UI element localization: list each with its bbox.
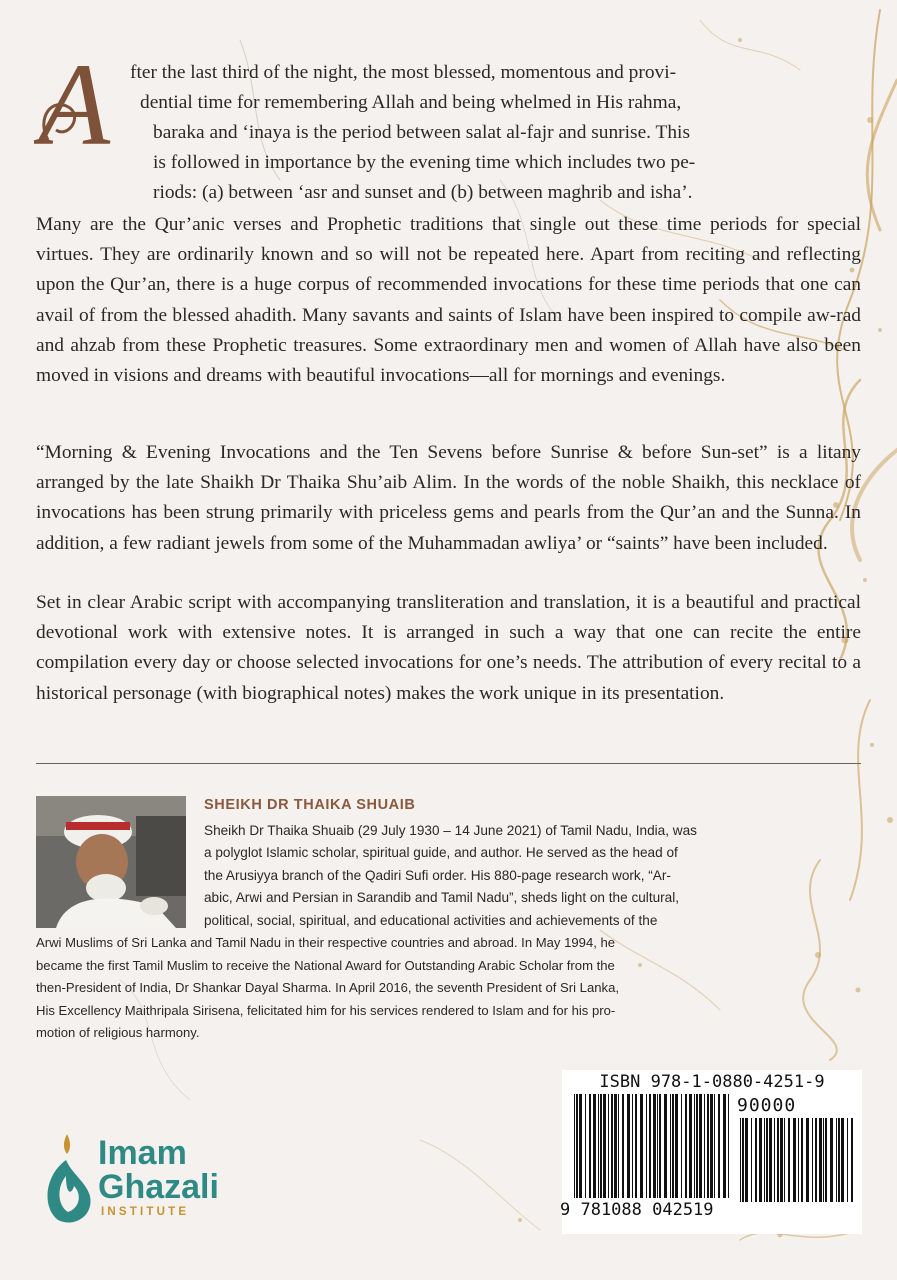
barcode-bar [755,1118,757,1202]
barcode-bar [745,1118,748,1202]
bio-line-6: Arwi Muslims of Sri Lanka and Tamil Nadu in their respective countries and abroad. In May 1994, he [36,935,616,950]
barcode-bar [672,1094,674,1198]
barcode-bar [838,1118,840,1202]
barcode-bar [593,1094,596,1198]
barcode-bar [766,1118,768,1202]
barcode-bar [710,1094,713,1198]
barcode-bar [632,1094,633,1198]
bio-line-5: political, social, spiritual, and educational activities and achievements of the [204,913,658,928]
bio-line-9: His Excellency Maithripala Sirisena, felicitated him for his services rendered to Islam and for his pro- [36,1003,616,1018]
bio-line-1: Sheikh Dr Thaika Shuaib (29 July 1930 – 14 June 2021) of Tamil Nadu, India, was [204,823,697,838]
barcode-bar [784,1118,785,1202]
barcode-bars [572,1094,732,1204]
barcode-bar [801,1118,803,1202]
barcode-bar [576,1094,578,1198]
barcode-bar [728,1094,729,1198]
bio-line-3: the Arusiyya branch of the Qadiri Sufi order. His 880-page research work, “Ar- [204,868,671,883]
barcode-bar [742,1118,744,1202]
barcode-bar [685,1094,687,1198]
bio-line-7: became the first Tamil Muslim to receive the National Award for Outstanding Arabic Scholar from the [36,958,615,973]
barcode-bar [718,1094,720,1198]
intro-line-4: is followed in importance by the evening time which includes two pe- [153,152,696,173]
barcode-bar [806,1118,809,1202]
barcode-bar [585,1094,586,1198]
intro-line-3: baraka and ‘inaya is the period between salat al-fajr and sunrise. This [153,122,690,143]
barcode-bar [670,1094,671,1198]
barcode-bar [611,1094,613,1198]
barcode-bar [751,1118,752,1202]
barcode-bar [618,1094,619,1198]
barcode-bar [851,1118,853,1202]
barcode-bar [812,1118,813,1202]
barcode-bar [774,1118,775,1202]
barcode-bar [649,1094,651,1198]
barcode-bar [788,1118,790,1202]
publisher-name-line2: Ghazali [98,1168,219,1206]
intro-line-5: riods: (a) between ‘asr and sunset and (b) between maghrib and isha’. [153,182,693,203]
barcode-bar [664,1094,667,1198]
author-photo [36,796,186,928]
barcode-bar [646,1094,647,1198]
intro-line-2: dential time for remembering Allah and being whelmed in His rahma, [140,92,682,113]
barcode-bar [819,1118,822,1202]
barcode-bar [847,1118,848,1202]
barcode-bar [780,1118,783,1202]
barcode-bar [740,1118,741,1202]
barcode-bar [622,1094,624,1198]
barcode-bar [699,1094,702,1198]
bio-line-4: abic, Arwi and Persian in Sarandib and Tamil Nadu”, sheds light on the cultural, [204,890,680,905]
barcode-bar [793,1118,796,1202]
section-divider [36,763,861,764]
barcode-bar [600,1094,602,1198]
paragraph-3: Set in clear Arabic script with accompanying transliteration and translation, it is a beautiful and practical devotional work with extensive notes. It is arranged in such a way that one can recite the entire compilation every day or choose selected invocations for one’s needs. The attribution of every recital to a historical personage (with biographical notes) makes the work unique in its presentation. [36,592,861,704]
barcode-bar [689,1094,692,1198]
publisher-name-line3: INSTITUTE [101,1206,190,1218]
paragraph-1: Many are the Qur’anic verses and Prophetic traditions that single out these time periods for special virtues. They are ordinarily known and so will not be repeated here. Apart from reciting and reflecting upon the Qur’an, there is a huge corpus of recommended invocations for these time periods that one can avail of from the blessed ahadith. Many savants and saints of Islam have been inspired to compile aw-rad and ahzab from these Prophetic treasures. Some extraordinary men and women of Allah have also been moved in visions and dreams with beautiful invocations—all for mornings and evenings. [36,214,861,387]
barcode-bar [598,1094,599,1198]
bio-line-2: a polyglot Islamic scholar, spiritual guide, and author. He served as the head of [204,845,678,860]
barcode-bar [841,1118,844,1202]
barcode-bar [704,1094,705,1198]
barcode-bar [657,1094,658,1198]
barcode-bar [627,1094,630,1198]
publisher-flame-icon [36,1130,98,1226]
barcode-bar [769,1118,772,1202]
barcode-bar [764,1118,765,1202]
barcode-bar [589,1094,591,1198]
barcode-bar [675,1094,678,1198]
barcode-bar [696,1094,698,1198]
publisher-name-line1: Imam [98,1134,187,1172]
barcode-bar [707,1094,709,1198]
barcode-bar [603,1094,606,1198]
barcode-bar [759,1118,762,1202]
paragraph-2: “Morning & Evening Invocations and the Ten Sevens before Sunrise & before Sun-set” is a litany arranged by the late Shaikh Dr Thaika Shu’aib Alim. In the words of the noble Shaikh, this necklace of invocations has been strung primarily with priceless gems and pearls from the Qur’an and the Sunna. In addition, a few radiant jewels from some of the Muhammadan awliya’ or “saints” have been included. [36,442,861,554]
barcode-bar [777,1118,779,1202]
barcode-bar [825,1118,827,1202]
barcode-bar [574,1094,575,1198]
barcode-bar [714,1094,715,1198]
barcode-bar [830,1118,833,1202]
barcode-bar [640,1094,643,1198]
barcode-bar [614,1094,617,1198]
barcode-bar [608,1094,609,1198]
intro-line-1: fter the last third of the night, the most blessed, momentous and provi- [130,62,677,83]
barcode-bar [723,1094,726,1198]
barcode-bar [659,1094,661,1198]
barcode-digits: 9 781088 042519 [560,1200,714,1220]
isbn-number: ISBN 978-1-0880-4251-9 [599,1072,825,1092]
barcode-bar [579,1094,582,1198]
barcode-bar [836,1118,837,1202]
bio-line-10: motion of religious harmony. [36,1025,200,1040]
barcode-bar [694,1094,695,1198]
price-code: 90000 [737,1095,797,1116]
barcode-bar [635,1094,637,1198]
author-name: SHEIKH DR THAIKA SHUAIB [204,797,416,813]
dropcap-letter [34,48,134,158]
barcode-bar [798,1118,799,1202]
barcode-bar [823,1118,824,1202]
barcode-addon-bars [738,1118,856,1206]
svg-text:A: A [38,48,111,158]
bio-line-8: then-President of India, Dr Shankar Dayal Sharma. In April 2016, the seventh President of Sri Lanka, [36,980,619,995]
barcode-bar [653,1094,656,1198]
barcode-bar [681,1094,682,1198]
barcode-bar [815,1118,817,1202]
